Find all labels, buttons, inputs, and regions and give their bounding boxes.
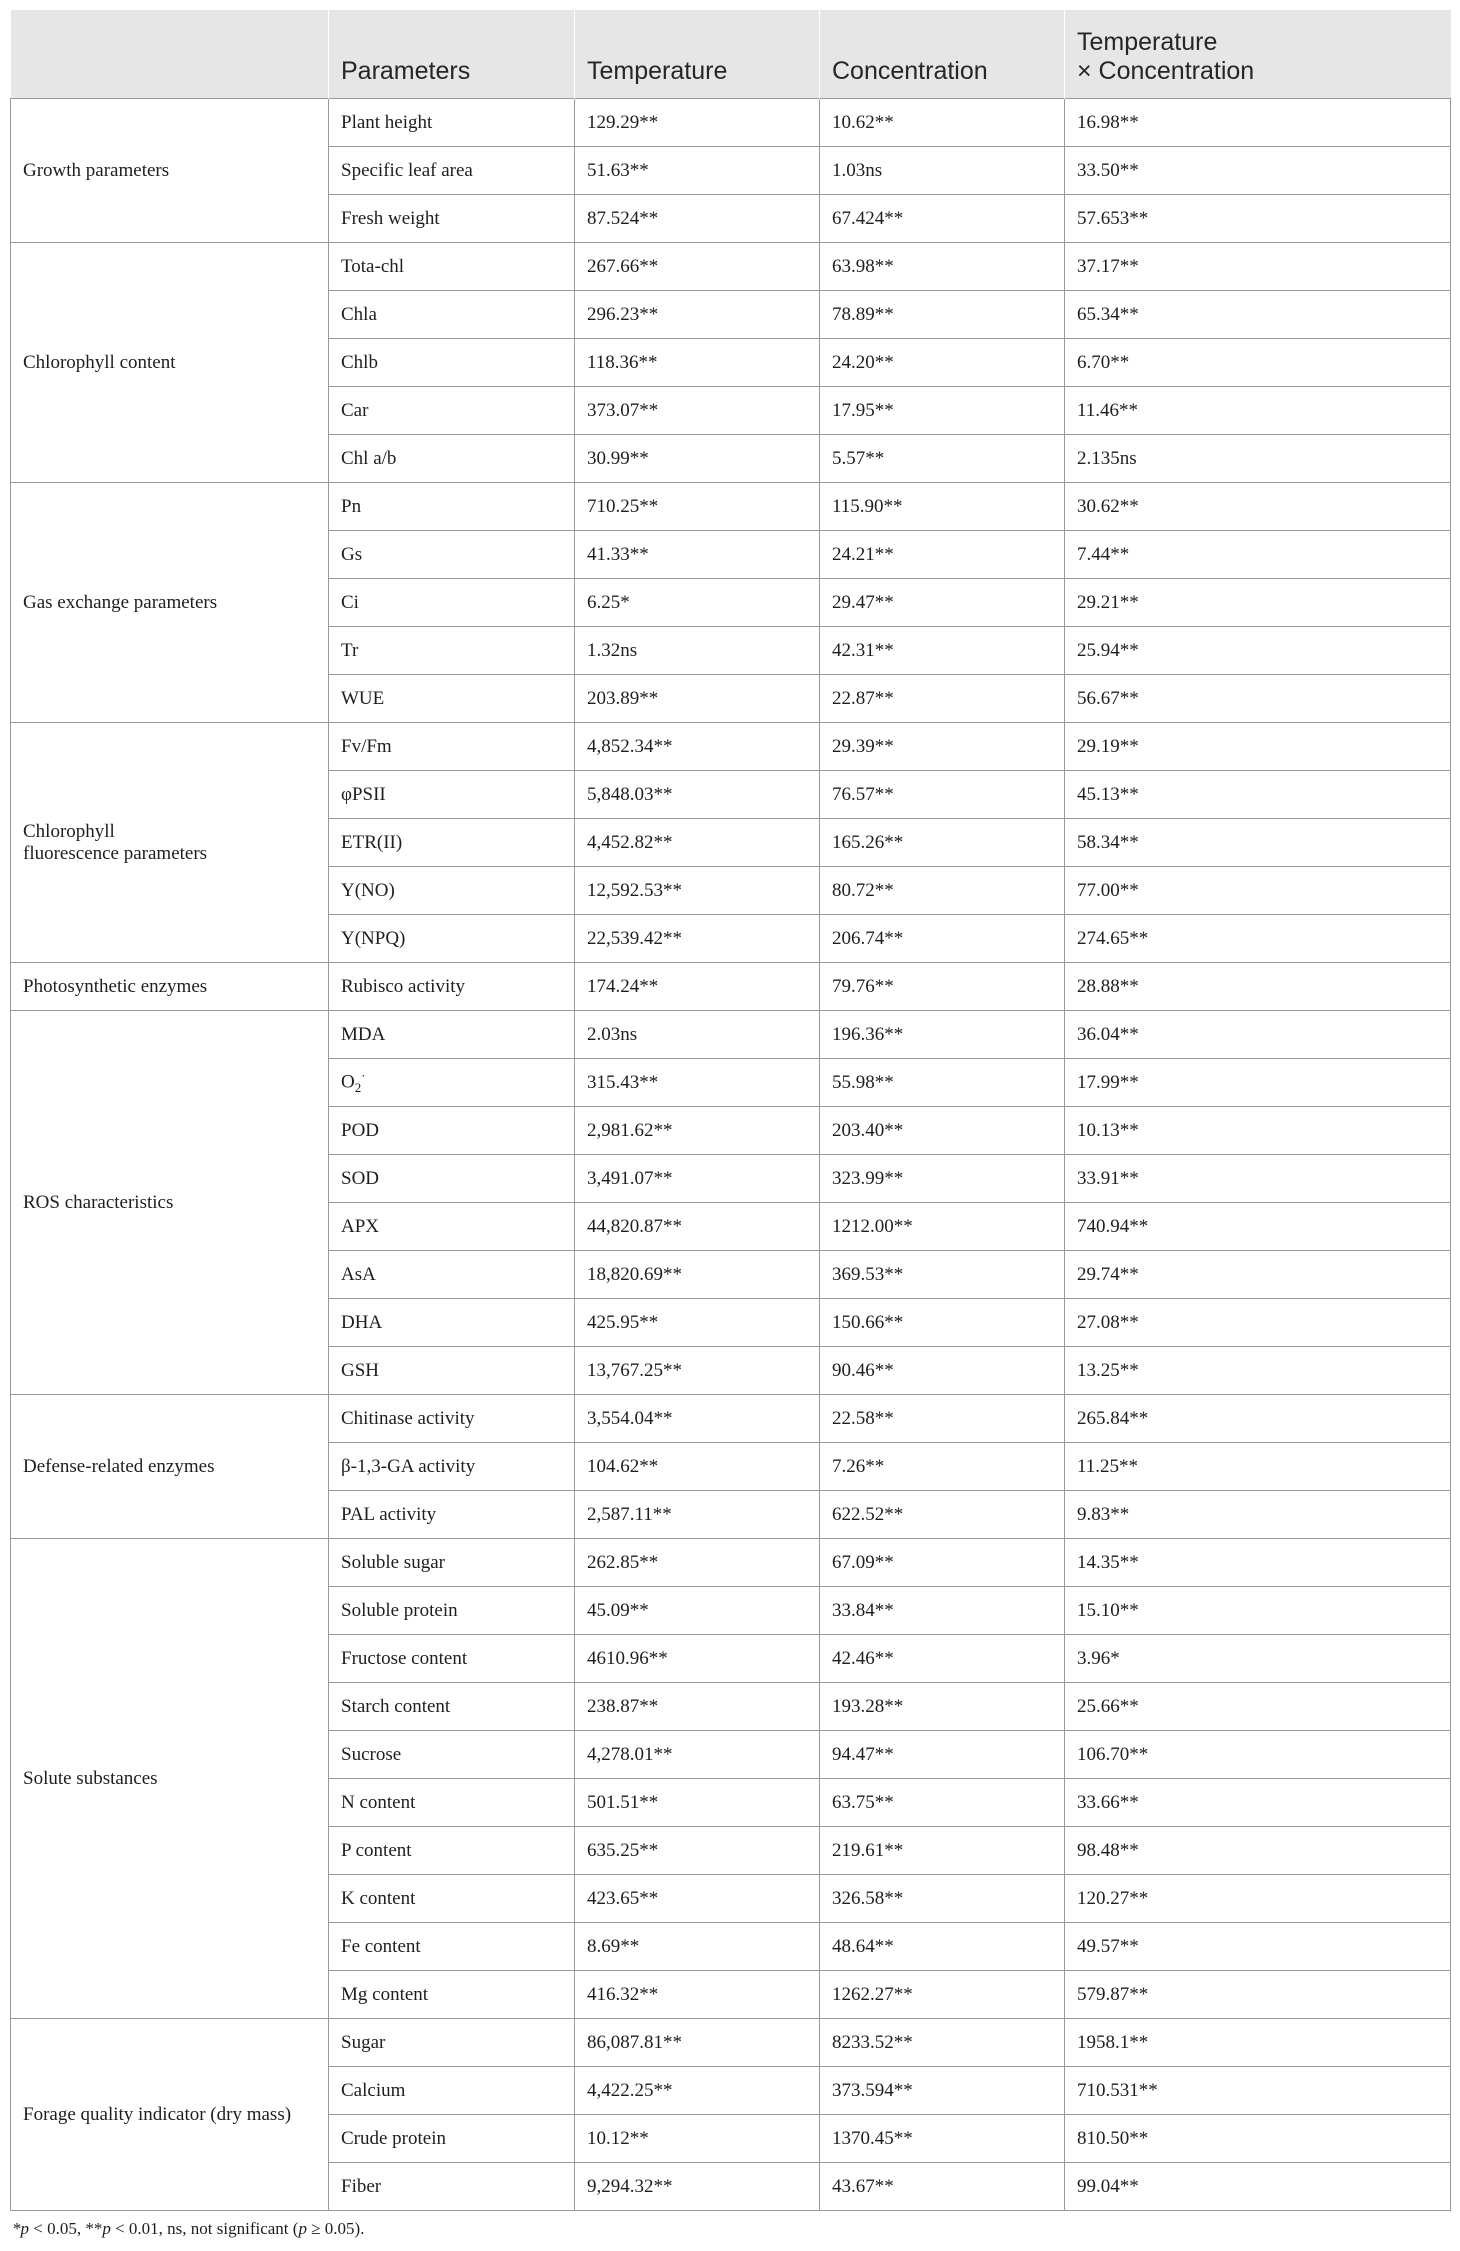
temperature-value: 18,820.69** [575, 1251, 820, 1299]
interaction-value: 65.34** [1065, 291, 1451, 339]
parameter-name: Sugar [329, 2019, 575, 2067]
interaction-value: 13.25** [1065, 1347, 1451, 1395]
parameter-name: WUE [329, 675, 575, 723]
interaction-value: 25.94** [1065, 627, 1451, 675]
interaction-value: 579.87** [1065, 1971, 1451, 2019]
interaction-value: 49.57** [1065, 1923, 1451, 1971]
temperature-value: 41.33** [575, 531, 820, 579]
interaction-value: 58.34** [1065, 819, 1451, 867]
interaction-value: 265.84** [1065, 1395, 1451, 1443]
temperature-value: 86,087.81** [575, 2019, 820, 2067]
temperature-value: 4610.96** [575, 1635, 820, 1683]
interaction-value: 3.96* [1065, 1635, 1451, 1683]
temperature-value: 296.23** [575, 291, 820, 339]
parameter-name: P content [329, 1827, 575, 1875]
interaction-value: 25.66** [1065, 1683, 1451, 1731]
temperature-value: 44,820.87** [575, 1203, 820, 1251]
temperature-value: 12,592.53** [575, 867, 820, 915]
parameter-name: K content [329, 1875, 575, 1923]
group-label: Forage quality indicator (dry mass) [11, 2019, 329, 2211]
interaction-value: 56.67** [1065, 675, 1451, 723]
interaction-value: 15.10** [1065, 1587, 1451, 1635]
interaction-value: 30.62** [1065, 483, 1451, 531]
temperature-value: 2,587.11** [575, 1491, 820, 1539]
interaction-value: 99.04** [1065, 2163, 1451, 2211]
interaction-value: 33.91** [1065, 1155, 1451, 1203]
temperature-value: 416.32** [575, 1971, 820, 2019]
interaction-value: 274.65** [1065, 915, 1451, 963]
parameter-name: Tota-chl [329, 243, 575, 291]
parameter-name: SOD [329, 1155, 575, 1203]
table-row [11, 483, 1451, 531]
parameter-name [329, 1059, 575, 1107]
table-container [10, 10, 1450, 2239]
parameter-name: Mg content [329, 1971, 575, 2019]
interaction-value: 106.70** [1065, 1731, 1451, 1779]
concentration-value: 8233.52** [820, 2019, 1065, 2067]
parameter-name: Starch content [329, 1683, 575, 1731]
parameter-name: Fructose content [329, 1635, 575, 1683]
temperature-value: 1.32ns [575, 627, 820, 675]
concentration-value: 193.28** [820, 1683, 1065, 1731]
parameter-base: O [341, 1071, 355, 1093]
parameter-name: POD [329, 1107, 575, 1155]
parameter-name: Sucrose [329, 1731, 575, 1779]
group-label: Photosynthetic enzymes [11, 963, 329, 1011]
interaction-value: 77.00** [1065, 867, 1451, 915]
temperature-value: 8.69** [575, 1923, 820, 1971]
concentration-value: 115.90** [820, 483, 1065, 531]
table-row [11, 2019, 1451, 2067]
temperature-value: 373.07** [575, 387, 820, 435]
interaction-value: 120.27** [1065, 1875, 1451, 1923]
temperature-value: 22,539.42** [575, 915, 820, 963]
concentration-value: 150.66** [820, 1299, 1065, 1347]
temperature-value: 238.87** [575, 1683, 820, 1731]
parameter-name: Fresh weight [329, 195, 575, 243]
table-row [11, 1539, 1451, 1587]
group-label: Defense-related enzymes [11, 1395, 329, 1539]
table-row [11, 99, 1451, 147]
concentration-value: 5.57** [820, 435, 1065, 483]
concentration-value: 67.09** [820, 1539, 1065, 1587]
interaction-value: 29.74** [1065, 1251, 1451, 1299]
temperature-value: 4,422.25** [575, 2067, 820, 2115]
table-row [11, 1011, 1451, 1059]
interaction-value: 710.531** [1065, 2067, 1451, 2115]
table-body [11, 99, 1451, 2211]
parameter-name: ETR(II) [329, 819, 575, 867]
interaction-value: 17.99** [1065, 1059, 1451, 1107]
interaction-value: 11.46** [1065, 387, 1451, 435]
temperature-value: 3,491.07** [575, 1155, 820, 1203]
temperature-value: 104.62** [575, 1443, 820, 1491]
parameter-name: Y(NO) [329, 867, 575, 915]
concentration-value: 17.95** [820, 387, 1065, 435]
parameter-name: Fv/Fm [329, 723, 575, 771]
parameter-name: Tr [329, 627, 575, 675]
parameter-name: Chl a/b [329, 435, 575, 483]
parameter-name: DHA [329, 1299, 575, 1347]
temperature-value: 425.95** [575, 1299, 820, 1347]
temperature-value: 45.09** [575, 1587, 820, 1635]
parameter-name: Crude protein [329, 2115, 575, 2163]
temperature-value: 5,848.03** [575, 771, 820, 819]
temperature-value: 267.66** [575, 243, 820, 291]
concentration-value: 24.21** [820, 531, 1065, 579]
concentration-value: 90.46** [820, 1347, 1065, 1395]
temperature-value: 4,278.01** [575, 1731, 820, 1779]
group-label: Chlorophyll content [11, 243, 329, 483]
interaction-value: 57.653** [1065, 195, 1451, 243]
header-temperature: Temperature [575, 10, 820, 99]
concentration-value: 196.36** [820, 1011, 1065, 1059]
concentration-value: 323.99** [820, 1155, 1065, 1203]
parameter-name: Fiber [329, 2163, 575, 2211]
anova-table [10, 10, 1451, 2211]
temperature-value: 4,452.82** [575, 819, 820, 867]
temperature-value: 87.524** [575, 195, 820, 243]
header-parameters: Parameters [329, 10, 575, 99]
interaction-value: 11.25** [1065, 1443, 1451, 1491]
interaction-value: 27.08** [1065, 1299, 1451, 1347]
interaction-value: 7.44** [1065, 531, 1451, 579]
temperature-value: 129.29** [575, 99, 820, 147]
interaction-value: 29.21** [1065, 579, 1451, 627]
temperature-value: 203.89** [575, 675, 820, 723]
temperature-value: 174.24** [575, 963, 820, 1011]
parameter-name: Chlb [329, 339, 575, 387]
interaction-value: 29.19** [1065, 723, 1451, 771]
concentration-value: 48.64** [820, 1923, 1065, 1971]
concentration-value: 1262.27** [820, 1971, 1065, 2019]
temperature-value: 10.12** [575, 2115, 820, 2163]
concentration-value: 219.61** [820, 1827, 1065, 1875]
parameter-name: Gs [329, 531, 575, 579]
temperature-value: 30.99** [575, 435, 820, 483]
parameter-superscript: · [361, 1068, 366, 1084]
parameter-name: Chitinase activity [329, 1395, 575, 1443]
parameter-name: Car [329, 387, 575, 435]
temperature-value: 13,767.25** [575, 1347, 820, 1395]
concentration-value: 80.72** [820, 867, 1065, 915]
interaction-value: 1958.1** [1065, 2019, 1451, 2067]
concentration-value: 29.39** [820, 723, 1065, 771]
concentration-value: 42.46** [820, 1635, 1065, 1683]
temperature-value: 262.85** [575, 1539, 820, 1587]
parameter-name: Ci [329, 579, 575, 627]
interaction-value: 9.83** [1065, 1491, 1451, 1539]
parameter-name: φPSII [329, 771, 575, 819]
concentration-value: 1.03ns [820, 147, 1065, 195]
parameter-name: Soluble protein [329, 1587, 575, 1635]
concentration-value: 1370.45** [820, 2115, 1065, 2163]
concentration-value: 94.47** [820, 1731, 1065, 1779]
concentration-value: 206.74** [820, 915, 1065, 963]
interaction-value: 16.98** [1065, 99, 1451, 147]
interaction-value: 45.13** [1065, 771, 1451, 819]
table-header [11, 10, 1451, 99]
concentration-value: 43.67** [820, 2163, 1065, 2211]
group-label: Solute substances [11, 1539, 329, 2019]
parameter-subscript: 2 [354, 1080, 362, 1096]
temperature-value: 3,554.04** [575, 1395, 820, 1443]
concentration-value: 42.31** [820, 627, 1065, 675]
concentration-value: 79.76** [820, 963, 1065, 1011]
temperature-value: 2.03ns [575, 1011, 820, 1059]
concentration-value: 63.98** [820, 243, 1065, 291]
concentration-value: 326.58** [820, 1875, 1065, 1923]
parameter-name: Fe content [329, 1923, 575, 1971]
parameter-name: N content [329, 1779, 575, 1827]
parameter-name: Rubisco activity [329, 963, 575, 1011]
concentration-value: 10.62** [820, 99, 1065, 147]
concentration-value: 622.52** [820, 1491, 1065, 1539]
interaction-value: 28.88** [1065, 963, 1451, 1011]
interaction-value: 36.04** [1065, 1011, 1451, 1059]
interaction-value: 33.66** [1065, 1779, 1451, 1827]
interaction-value: 10.13** [1065, 1107, 1451, 1155]
temperature-value: 51.63** [575, 147, 820, 195]
parameter-name: Plant height [329, 99, 575, 147]
concentration-value: 24.20** [820, 339, 1065, 387]
temperature-value: 710.25** [575, 483, 820, 531]
interaction-value: 98.48** [1065, 1827, 1451, 1875]
concentration-value: 165.26** [820, 819, 1065, 867]
parameter-name: Y(NPQ) [329, 915, 575, 963]
group-label: Growth parameters [11, 99, 329, 243]
concentration-value: 55.98** [820, 1059, 1065, 1107]
parameter-name: β-1,3-GA activity [329, 1443, 575, 1491]
concentration-value: 67.424** [820, 195, 1065, 243]
parameter-name: APX [329, 1203, 575, 1251]
concentration-value: 33.84** [820, 1587, 1065, 1635]
concentration-value: 369.53** [820, 1251, 1065, 1299]
temperature-value: 501.51** [575, 1779, 820, 1827]
concentration-value: 63.75** [820, 1779, 1065, 1827]
table-row [11, 963, 1451, 1011]
temperature-value: 118.36** [575, 339, 820, 387]
parameter-name: Specific leaf area [329, 147, 575, 195]
parameter-name: Calcium [329, 2067, 575, 2115]
header-concentration: Concentration [820, 10, 1065, 99]
concentration-value: 203.40** [820, 1107, 1065, 1155]
group-label: Chlorophyll fluorescence parameters [11, 723, 329, 963]
parameter-name: Pn [329, 483, 575, 531]
header-interaction: Temperature × Concentration [1065, 10, 1451, 99]
temperature-value: 423.65** [575, 1875, 820, 1923]
concentration-value: 22.58** [820, 1395, 1065, 1443]
concentration-value: 76.57** [820, 771, 1065, 819]
temperature-value: 635.25** [575, 1827, 820, 1875]
group-label: ROS characteristics [11, 1011, 329, 1395]
temperature-value: 9,294.32** [575, 2163, 820, 2211]
parameter-name: AsA [329, 1251, 575, 1299]
concentration-value: 373.594** [820, 2067, 1065, 2115]
interaction-value: 810.50** [1065, 2115, 1451, 2163]
interaction-value: 740.94** [1065, 1203, 1451, 1251]
temperature-value: 4,852.34** [575, 723, 820, 771]
interaction-value: 2.135ns [1065, 435, 1451, 483]
interaction-value: 6.70** [1065, 339, 1451, 387]
concentration-value: 78.89** [820, 291, 1065, 339]
parameter-name: MDA [329, 1011, 575, 1059]
table-row [11, 243, 1451, 291]
footnote: *p < 0.05, **p < 0.01, ns, not significant (p ≥ 0.05). [12, 2219, 365, 2238]
parameter-name: PAL activity [329, 1491, 575, 1539]
group-label: Gas exchange parameters [11, 483, 329, 723]
parameter-name: Chla [329, 291, 575, 339]
parameter-name: Soluble sugar [329, 1539, 575, 1587]
temperature-value: 315.43** [575, 1059, 820, 1107]
concentration-value: 29.47** [820, 579, 1065, 627]
concentration-value: 22.87** [820, 675, 1065, 723]
temperature-value: 6.25* [575, 579, 820, 627]
table-row [11, 1395, 1451, 1443]
interaction-value: 14.35** [1065, 1539, 1451, 1587]
concentration-value: 1212.00** [820, 1203, 1065, 1251]
interaction-value: 33.50** [1065, 147, 1451, 195]
temperature-value: 2,981.62** [575, 1107, 820, 1155]
table-row [11, 723, 1451, 771]
concentration-value: 7.26** [820, 1443, 1065, 1491]
header-group [11, 10, 329, 99]
parameter-name: GSH [329, 1347, 575, 1395]
interaction-value: 37.17** [1065, 243, 1451, 291]
